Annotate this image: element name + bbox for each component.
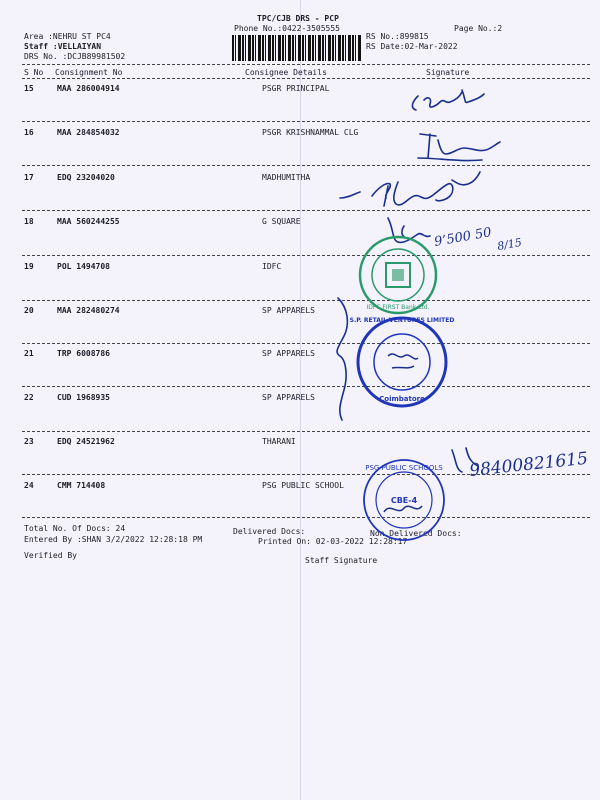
row-sno: 23 xyxy=(24,437,34,446)
handwritten-note-row-18b: 8/15 xyxy=(496,235,523,253)
row-consignment: MAA 286004914 xyxy=(57,84,120,93)
row-consignment: MAA 560244255 xyxy=(57,217,120,226)
row-consignee: SP APPARELS xyxy=(262,306,315,315)
rs-number: RS No.:899815 xyxy=(366,32,429,41)
signature-row-16 xyxy=(418,134,500,161)
row-consignee: MADHUMITHA xyxy=(262,173,311,182)
row-sno: 17 xyxy=(24,173,34,182)
row-sno: 20 xyxy=(24,306,34,315)
row-consignment: EDQ 23204020 xyxy=(57,173,115,182)
staff-signature: Staff Signature xyxy=(305,556,378,565)
signature-row-15 xyxy=(412,90,484,110)
non-delivered-docs: Non Delivered Docs: xyxy=(370,529,462,538)
row-consignment: MAA 282480274 xyxy=(57,306,120,315)
psg-stamp-code: CBE-4 xyxy=(390,496,418,505)
idfc-stamp-text: IDFC FIRST Bank Ltd. xyxy=(366,304,430,311)
row-sno: 18 xyxy=(24,217,34,226)
entered-by: Entered By :SHAN 3/2/2022 12:28:18 PM xyxy=(24,535,203,544)
row-consignee: PSGR PRINCIPAL xyxy=(262,84,330,93)
row-sno: 22 xyxy=(24,393,34,402)
phone-number: Phone No.:0422-3505555 xyxy=(234,24,340,33)
psg-stamp xyxy=(364,460,444,540)
delivered-docs: Delivered Docs: xyxy=(233,527,306,536)
signature-row-17 xyxy=(340,172,480,206)
handwritten-note-row-18: 9’500 50 xyxy=(433,225,493,250)
row-consignment: MAA 284854032 xyxy=(57,128,120,137)
drs-number: DRS No. :DCJB89981502 xyxy=(24,52,126,61)
staff-label: Staff :VELLAIYAN xyxy=(24,42,102,51)
row-consignee: PSGR KRISHNAMMAL CLG xyxy=(262,128,359,137)
row-consignee: PSG PUBLIC SCHOOL xyxy=(262,481,344,490)
row-consignee: G SQUARE xyxy=(262,217,301,226)
psg-stamp-text: PSG PUBLIC SCHOOLS xyxy=(365,464,443,472)
row-sno: 24 xyxy=(24,481,34,490)
bracket-mark xyxy=(337,298,347,420)
row-consignee: IDFC xyxy=(262,262,282,271)
page-number: Page No.:2 xyxy=(454,24,503,33)
sp-retail-stamp xyxy=(350,317,455,406)
col-header-consignee: Consignee Details xyxy=(245,68,327,77)
col-header-sno: S No xyxy=(24,68,44,77)
sp-retail-stamp-text: S.P. RETAIL VENTURES LIMITED xyxy=(349,317,455,324)
row-sno: 15 xyxy=(24,84,34,93)
row-consignment: CMM 714408 xyxy=(57,481,106,490)
col-header-signature: Signature xyxy=(426,68,470,77)
document-title: TPC/CJB DRS - PCP xyxy=(257,14,339,23)
row-consignee: THARANI xyxy=(262,437,296,446)
total-docs: Total No. Of Docs: 24 xyxy=(24,524,126,533)
printed-on: Printed On: 02-03-2022 12:28:17 xyxy=(258,537,408,546)
row-consignment: EDQ 24521962 xyxy=(57,437,115,446)
idfc-stamp xyxy=(360,237,436,313)
handwritten-phone-row-24: 98400821615 xyxy=(468,448,589,481)
row-sno: 16 xyxy=(24,128,34,137)
row-consignment: TRP 6008786 xyxy=(57,349,110,358)
row-consignee: SP APPARELS xyxy=(262,393,315,402)
row-sno: 19 xyxy=(24,262,34,271)
col-header-consignment: Consignment No xyxy=(55,68,123,77)
row-consignment: CUD 1968935 xyxy=(57,393,110,402)
area-label: Area :NEHRU ST PC4 xyxy=(24,32,111,41)
rs-date: RS Date:02-Mar-2022 xyxy=(366,42,458,51)
verified-by: Verified By xyxy=(24,551,77,560)
row-consignee: SP APPARELS xyxy=(262,349,315,358)
row-sno: 21 xyxy=(24,349,34,358)
row-consignment: POL 1494708 xyxy=(57,262,110,271)
sp-retail-stamp-city: Coimbatore xyxy=(379,395,425,403)
